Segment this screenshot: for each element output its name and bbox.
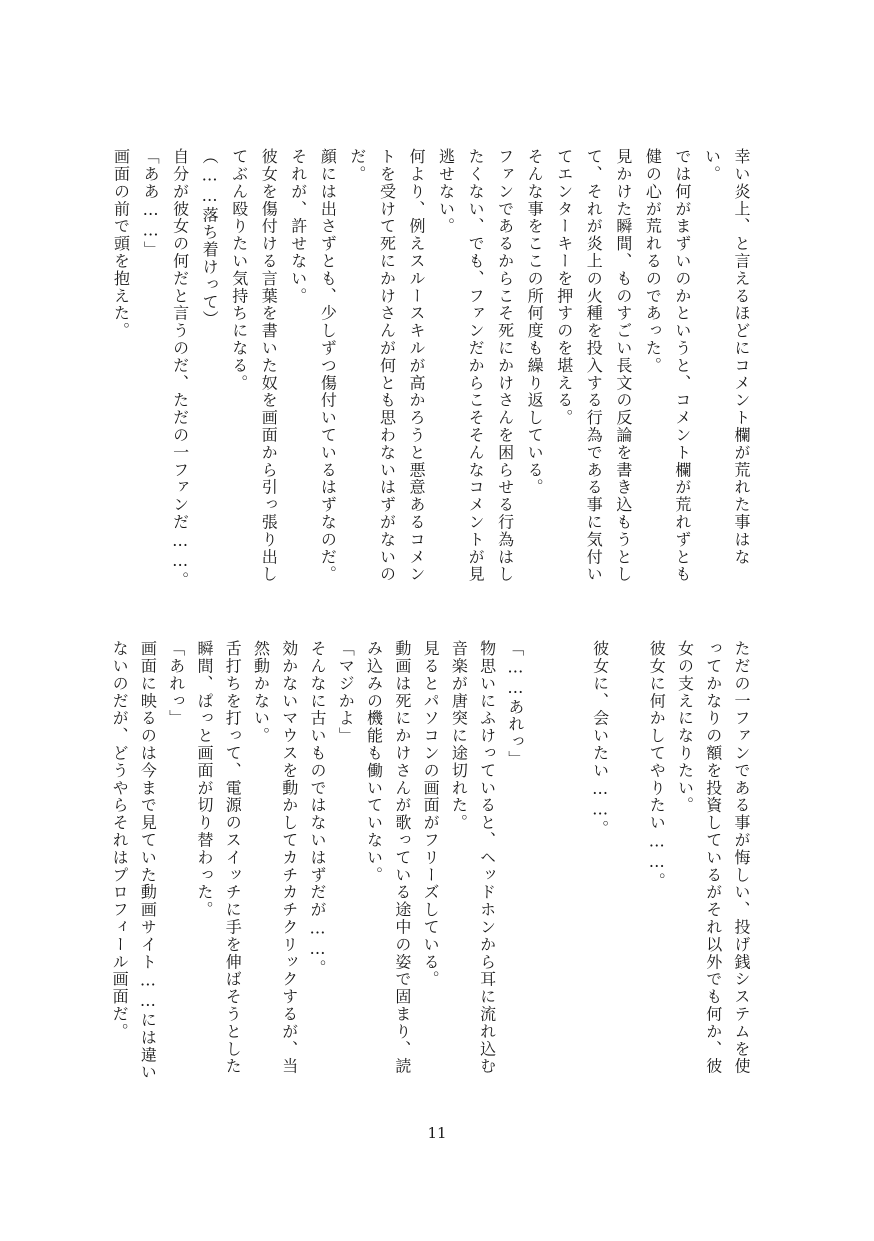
text-column: 何より、例えスルースキルが高かろうと悪意あるコメン xyxy=(406,148,426,583)
text-column: 瞬間、ぱっと画面が切り替わった。 xyxy=(194,640,214,919)
text-column: 物思いにふけっていると、ヘッドホンから耳に流れ込む xyxy=(477,640,497,1075)
text-column: てぶん殴りたい気持ちになる。 xyxy=(229,148,249,392)
page-number: 11 xyxy=(427,1124,447,1142)
text-column: 見るとパソコンの画面がフリーズしている。 xyxy=(421,640,441,988)
text-column: 「ああ……」 xyxy=(141,148,161,259)
text-block-lower xyxy=(106,640,756,1088)
text-column: 「あれっ」 xyxy=(166,640,186,727)
text-column: たくない、でも、ファンだからこそそんなコメントが見 xyxy=(466,148,486,583)
text-column: 然動かない。 xyxy=(251,640,271,745)
text-column: 幸い炎上、と言えるほどにコメント欄が荒れた事はな xyxy=(732,148,751,566)
text-column xyxy=(615,640,643,1088)
text-column: ってかなりの額を投資しているがそれ以外でも何か、彼 xyxy=(703,640,723,1075)
text-column: い。 xyxy=(702,148,722,183)
text-column: 画面の前で頭を抱えた。 xyxy=(111,148,131,340)
text-column: トを受けて死にかけさんが何とも思わないはずがないの xyxy=(377,148,397,583)
text-column: 効かないマウスを動かしてカチカチクリックするが、当 xyxy=(279,640,299,1075)
text-column: み込みの機能も働いていない。 xyxy=(364,640,384,884)
text-column: 舌打ちを打って、電源のスイッチに手を伸ばそうとした xyxy=(223,640,243,1075)
text-column: 健の心が荒れるのであった。 xyxy=(643,148,663,375)
text-column: 「……あれっ」 xyxy=(505,640,525,768)
text-column: そんなに古いものではないはずだが……。 xyxy=(308,640,328,977)
text-column xyxy=(530,640,558,1088)
text-column: 顔には出さずとも、少しずつ傷付いているはずなのだ。 xyxy=(318,148,338,583)
text-column: 彼女を傷付ける言葉を書いた奴を画面から引っ張り出し xyxy=(259,148,279,583)
text-column: 彼女に、会いたい……。 xyxy=(590,640,610,838)
text-column: そんな事をここの所何度も繰り返している。 xyxy=(525,148,545,496)
text-column: 画面に映るのは今まで見ていた動画サイト……には違い xyxy=(138,640,158,1081)
text-column: 自分が彼女の何だと言うのだ、ただの一ファンだ……。 xyxy=(170,148,190,589)
text-column: 見かけた瞬間、ものすごい長文の反論を書き込もうとし xyxy=(613,148,633,583)
text-column: 動画は死にかけさんが歌っている途中の姿で固まり、読 xyxy=(392,640,412,1075)
text-column: 音楽が唐突に途切れた。 xyxy=(449,640,469,832)
text-column: それが、許せない。 xyxy=(288,148,308,305)
text-column: て、それが炎上の火種を投入する行為である事に気付い xyxy=(584,148,604,583)
text-column: 女の支えになりたい。 xyxy=(675,640,695,814)
text-column: 逃せない。 xyxy=(436,148,456,235)
text-column: では何がまずいのかというと、コメント欄が荒れずとも xyxy=(672,148,692,583)
text-block-upper xyxy=(106,148,756,596)
text-column xyxy=(558,640,586,1088)
text-column: （……落ち着けって） xyxy=(200,148,220,328)
text-column: てエンターキーを押すのを堪える。 xyxy=(554,148,574,427)
text-column: 「マジかよ」 xyxy=(336,640,356,745)
text-column: ただの一ファンである事が悔しい、投げ銭システムを使 xyxy=(732,640,751,1075)
text-column: だ。 xyxy=(347,148,367,183)
text-column: ないのだが、どうやらそれはプロフィール画面だ。 xyxy=(110,640,130,1041)
text-column: ファンであるからこそ死にかけさんを困らせる行為はし xyxy=(495,148,515,583)
text-column: 彼女に何かしてやりたい……。 xyxy=(647,640,667,890)
